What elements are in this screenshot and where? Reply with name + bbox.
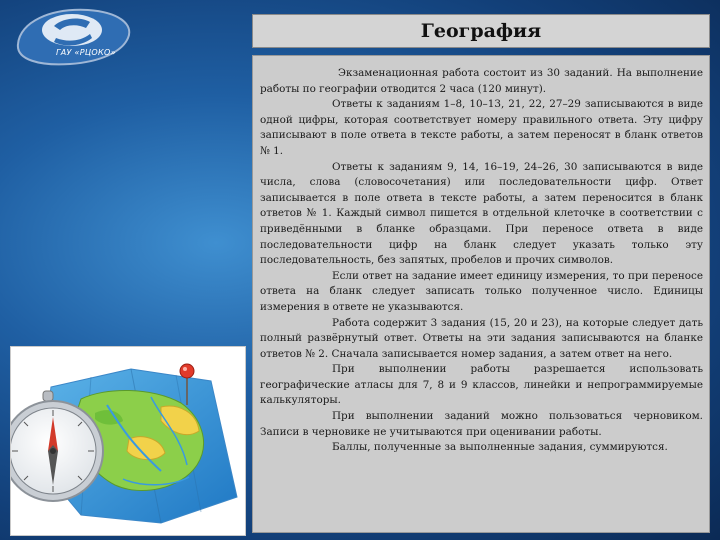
paragraph: При выполнении заданий можно пользоваться черновиком. Записи в черновике не учитываются при оценивании работы. [260, 410, 703, 438]
paragraph: Работа содержит 3 задания (15, 20 и 23), на которые следует дать полный развёрнутый ответ. Ответы на эти задания записываются на бланке ответов № 2. Сначала записывается номер задания, а затем ответ на него. [260, 316, 703, 360]
paragraph: Ответы к заданиям 1–8, 10–13, 21, 22, 27–29 записываются в виде одной цифры, которая соответствует номеру правильного ответа. Эту цифру записывают в поле ответа в тексте работы, а затем переносят в бланк ответов № 1. [260, 98, 703, 157]
paragraph: Баллы, полученные за выполненные задания, суммируются. [332, 441, 668, 454]
page-title: География [420, 20, 542, 42]
paragraph: Если ответ на задание имеет единицу измерения, то при переносе ответа на бланк следует записать только полученное число. Единицы измерения в ответе не указываются. [260, 269, 703, 313]
paragraph: Ответы к заданиям 9, 14, 16–19, 24–26, 30 записываются в виде числа, слова (словосочетания) или последовательности цифр. Ответ записывается в поле ответа в тексте работы, а затем переносится в бланк ответов № 1. Каждый символ пишется в отдельной клеточке в соответствии с приведёнными в бланке образцами. При переносе ответа в виде последовательности цифр на бланк следует указать только эту последовательность, без запятых, пробелов и прочих символов. [260, 160, 703, 267]
title-bar [252, 14, 710, 48]
paragraph: Экзаменационная работа состоит из 30 заданий. На выполнение работы по географии отводится 2 часа (120 минут). [260, 67, 703, 95]
map-illustration [10, 346, 246, 536]
paragraph: При выполнении работы разрешается использовать географические атласы для 7, 8 и 9 классов, линейки и непрограммируемые калькуляторы. [260, 363, 703, 407]
logo-text: ГАУ «РЦОКО» [56, 48, 116, 57]
map-icon [11, 347, 245, 535]
logo [10, 4, 140, 74]
instructions-panel [252, 55, 710, 533]
emblem-icon [10, 4, 140, 74]
